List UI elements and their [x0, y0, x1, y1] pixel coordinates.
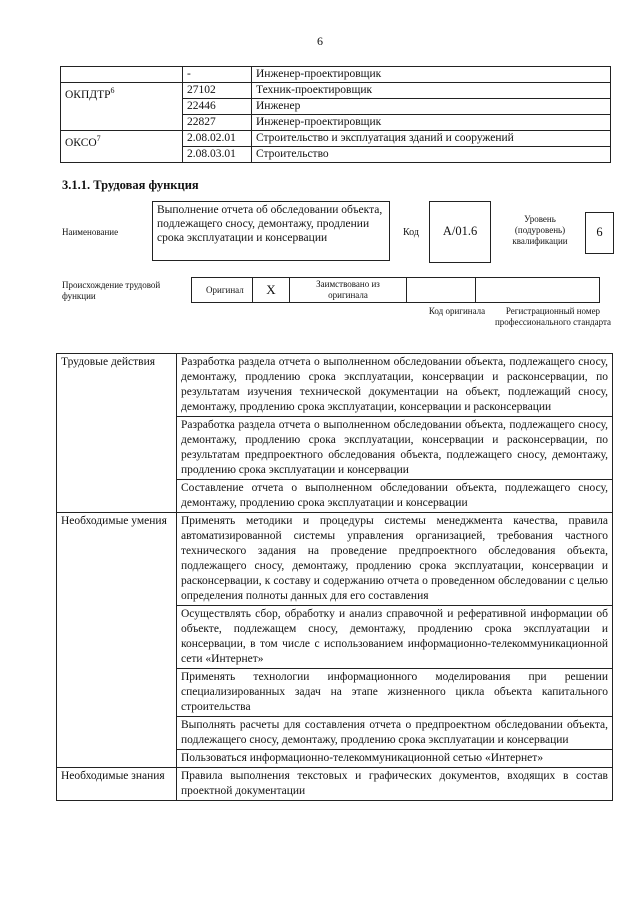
footnote-mark: 7	[96, 134, 101, 143]
group-cell	[61, 67, 183, 83]
name-cell: Строительство	[252, 147, 611, 163]
footnote-mark: 6	[110, 86, 115, 95]
code-cell: 2.08.02.01	[183, 131, 252, 147]
level-label: Уровень (подуровень) квалификации	[512, 214, 568, 246]
page-number: 6	[317, 34, 323, 48]
code-label: Код	[403, 227, 419, 238]
origin-row	[192, 277, 600, 303]
group-cell	[61, 131, 183, 163]
code-cell: 22827	[183, 115, 252, 131]
labor-action-item: Разработка раздела отчета о выполненном обследовании объекта, подлежащего сносу, демонтажу, продлению срока эксплуатации, консервации и расконсервации, по результатам изучения технической документации на объект, подлежащий сносу, демонтажу, продлению срока эксплуатации, консервации и расконсервации	[177, 354, 613, 417]
table-row	[57, 768, 613, 801]
code-caption: Код оригинала	[428, 306, 486, 316]
name-cell: Строительство и эксплуатация зданий и сооружений	[252, 131, 611, 147]
borrowed-label: Заимствовано из оригинала	[289, 277, 407, 303]
name-label: Наименование	[62, 227, 119, 237]
name-cell: Инженер-проектировщик	[252, 115, 611, 131]
name-cell: Инженер	[252, 99, 611, 115]
table-row	[61, 67, 611, 83]
table-row	[61, 131, 611, 147]
labor-actions-label: Трудовые действия	[57, 354, 177, 513]
function-name-box: Выполнение отчета об обследовании объекта, подлежащего сносу, демонтажу, продлении срока эксплуатации и консервации	[152, 201, 390, 261]
skill-item: Осуществлять сбор, обработку и анализ справочной и реферативной информации об объекте, подлежащем сносу, демонтажу, продлению срока эксплуатации и консервации, в том числе с использованием информационно-телекоммуникационной сети «Интернет»	[177, 606, 613, 669]
function-details-table	[56, 353, 613, 801]
group-name: ОКСО	[65, 136, 97, 149]
knowledge-item: Правила выполнения текстовых и графических документов, входящих в состав проектной документации	[177, 768, 613, 801]
skill-item: Применять методики и процедуры системы менеджмента качества, правила автоматизированной системы управления организацией, требования частного технического задания на проведение предпроектного обследования объекта, подлежащего сносу, демонтажу, продлению срока эксплуатации, консервации и расконсервации, к составу и содержанию отчета о проведенном обследовании с целью определения полноты данных для его составления	[177, 513, 613, 606]
knowledge-label: Необходимые знания	[57, 768, 177, 801]
original-mark: X	[252, 277, 290, 303]
group-cell	[61, 83, 183, 131]
code-cell: 27102	[183, 83, 252, 99]
table-row	[57, 513, 613, 606]
code-cell: 22446	[183, 99, 252, 115]
name-cell: Техник-проектировщик	[252, 83, 611, 99]
origin-label: Происхождение трудовой функции	[62, 280, 161, 301]
function-code-box: A/01.6	[429, 201, 491, 263]
level-box: 6	[585, 212, 614, 254]
section-title: 3.1.1. Трудовая функция	[62, 178, 199, 192]
skill-item: Выполнять расчеты для составления отчета о предпроектном обследовании объекта, подлежащего сносу, демонтажу, продлению срока эксплуатации и консервации	[177, 717, 613, 750]
original-label: Оригинал	[191, 277, 253, 303]
original-code-cell	[406, 277, 476, 303]
labor-action-item: Разработка раздела отчета о выполненном обследовании объекта, подлежащего сносу, демонтажу, продлению срока эксплуатации, консервации и расконсервации, по результатам предпроектного обследования объекта, подлежащего сносу, демонтажу, продлению срока эксплуатации и консервации	[177, 417, 613, 480]
group-name: ОКПДТР	[65, 88, 111, 101]
skills-label: Необходимые умения	[57, 513, 177, 768]
reg-caption: Регистрационный номер профессионального стандарта	[494, 306, 612, 327]
labor-action-item: Составление отчета о выполненном обследовании объекта, подлежащего сносу, демонтажу, продлению срока эксплуатации и консервации	[177, 480, 613, 513]
table-row	[61, 83, 611, 99]
reg-number-cell	[475, 277, 600, 303]
skill-item: Применять технологии информационного моделирования при решении специализированных задач на этапе жизненного цикла объекта капитального строительства	[177, 669, 613, 717]
code-cell: 2.08.03.01	[183, 147, 252, 163]
name-cell: Инженер-проектировщик	[252, 67, 611, 83]
skill-item: Пользоваться информационно-телекоммуникационной сетью «Интернет»	[177, 750, 613, 768]
code-cell: -	[183, 67, 252, 83]
table-row	[57, 354, 613, 417]
classification-table	[60, 66, 611, 163]
